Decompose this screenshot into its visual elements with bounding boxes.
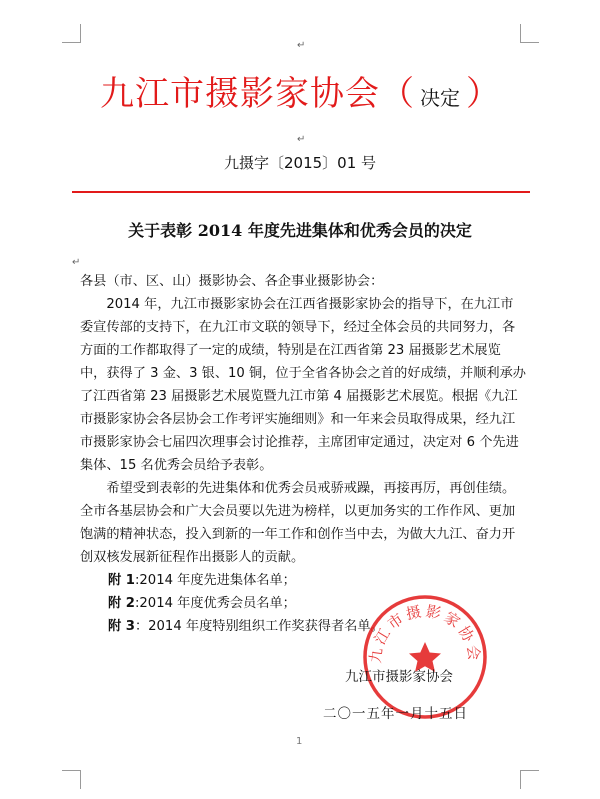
attachment-label: 附 3 [108,619,135,634]
doc-type: 决定 [420,86,460,110]
page-number: 1 [296,736,303,747]
document-body [80,270,526,638]
red-divider [72,191,530,193]
attachment-text: 2014 年度特别组织工作奖获得者名单。 [148,619,384,634]
signer: 九江市摄影家协会 [345,669,453,685]
body-paragraph: 2014 年，九江市摄影家协会在江西省摄影家协会的指导下，在九江市委宣传部的支持下，在九江市文联的领导下，经过全体会员的共同努力，各方面的工作都取得了一定的成绩，特别是在江西省第 23 届摄影艺术展览中，获得了 3 金、3 银、10 铜，位于全省各协会之首的好成绩，并顺利承办了江西省第 23 届摄影艺术展览暨九江市第 4 届摄影艺术展览。根据《九江市摄影家协会各层协会工作考评实施细则》和一年来会员取得成果，经九江市摄影家协会七届四次理事会讨论推荐，主席团审定通过，决定对 6 个先进集体、15 名优秀会员给予表彰。 [80,297,526,473]
paragraph-mark-icon: ↵ [297,40,306,51]
attachment-label: 附 1 [108,573,135,588]
attachment-text: 2014 年度先进集体名单； [139,573,296,588]
attachment-label: 附 2 [108,596,135,611]
crop-mark-bottom-right [520,770,539,789]
title-paren-open: （ [380,74,414,114]
org-name: 九江市摄影家协会 [100,74,380,114]
body-paragraph: 希望受到表彰的先进集体和优秀会员戒骄戒躁，再接再厉，再创佳绩。全市各基层协会和广大会员要以先进为榜样，以更加务实的工作作风、更加饱满的精神状态，投入到新的一年工作和创作当中去，为做大九江、奋力开创双核发展新征程作出摄影人的贡献。 [80,481,516,565]
attachment-item [80,569,526,592]
document-number: 九摄字〔2015〕01 号 [223,154,377,172]
title-paren-close: ） [466,74,500,114]
attachment-text: 2014 年度优秀会员名单； [139,596,296,611]
attachment-sep: : [134,573,140,588]
signature-date: 二〇一五年一月十五日 [323,706,468,722]
headline: 关于表彰 2014 年度先进集体和优秀会员的决定 [128,221,472,240]
paragraph-mark-icon: ↵ [297,134,306,145]
seal-text: 九江市摄影家协会 [366,602,484,665]
attachment-sep: : [134,596,140,611]
crop-mark-bottom-left [62,770,81,789]
addressee: 各县（市、区、山）摄影协会、各企事业摄影协会： [80,274,384,289]
paragraph-mark-icon: ↵ [72,257,81,268]
attachment-sep: ： [134,619,149,634]
document-title [0,66,600,115]
crop-mark-top-right [520,24,539,43]
crop-mark-top-left [62,24,81,43]
